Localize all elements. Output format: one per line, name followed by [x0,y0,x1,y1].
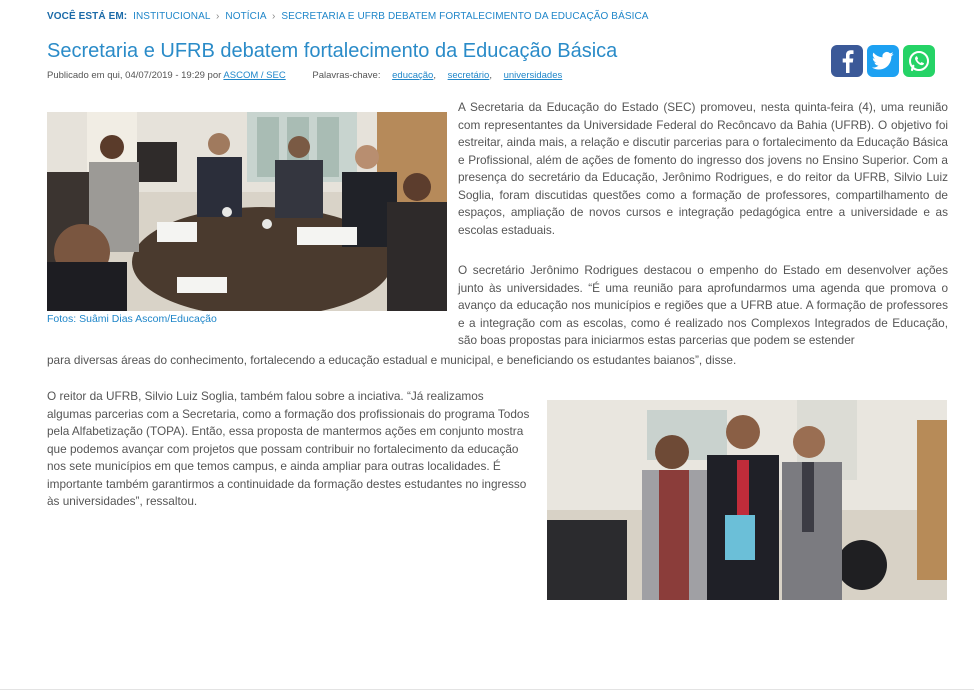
facebook-share-button[interactable] [831,45,863,77]
whatsapp-share-button[interactable] [903,45,935,77]
article-paragraph: O reitor da UFRB, Silvio Luiz Soglia, também falou sobre a inciativa. “Já realizamos algumas parcerias com a Secretaria, como a formação dos profissionais do programa Todos pela Alfabetização (TOPA). Então, essa proposta de mantermos ações em conjunto mostra que podemos avançar com projetos que possam contribuir no fortalecimento da educação nos sete municípios em que temos campus, e ainda ampliar para outras localidades. É importante também garantirmos a continuidade da formação destes estudantes no ingresso às universidades”, ressaltou. [47,389,530,508]
group-photo [547,400,947,600]
photo-caption: Fotos: Suâmi Dias Ascom/Educação [47,313,217,325]
breadcrumb-separator: › [216,11,220,22]
breadcrumb-separator: › [271,11,276,22]
author-link[interactable]: ASCOM / SEC [223,70,286,81]
published-info: Publicado em qui, 04/07/2019 - 19:29 por [47,70,222,81]
article-paragraph: A Secretaria da Educação do Estado (SEC) promoveu, nesta quinta-feira (4), uma reunião com representantes da Universidade Federal do Recôncavo da Bahia (UFRB). O objetivo foi estreitar, ainda mais, a relação e discutir parcerias para o fortalecimento da Educação Básica e Profissional, além de ações de fomento do ingresso dos jovens no Ensino Superior. Com a presença do secretário da Educação, Jerônimo Rodrigues, e do reitor da UFRB, Silvio Luiz Soglia, foram discutidas questões como a formação de professores, compartilhamento de espaços, ampliação de novos cursos e integração pedagógica entre a universidade e as escolas estaduais. [458,100,948,237]
keyword-link[interactable]: secretário [447,70,490,81]
facebook-icon [837,49,857,73]
whatsapp-icon [907,49,931,73]
meeting-photo [47,112,447,311]
breadcrumb-link-noticia[interactable]: NOTÍCIA [225,11,267,22]
article-paragraph-continuation: para diversas áreas do conhecimento, fortalecendo a educação estadual e municipal, e beneficiando os estudantes baianos”, disse. [47,353,737,367]
twitter-share-button[interactable] [867,45,899,77]
page-title: Secretaria e UFRB debatem fortalecimento da Educação Básica [47,40,618,62]
keyword-link[interactable]: educação [392,70,434,81]
keyword-link[interactable]: universidades [503,70,563,81]
footer-divider [0,689,974,690]
breadcrumb-lead: VOCÊ ESTÁ EM: [47,11,128,22]
keywords-label: Palavras-chave: [312,70,381,81]
breadcrumb [47,11,649,22]
breadcrumb-current: SECRETARIA E UFRB DEBATEM FORTALECIMENTO DA EDUCAÇÃO BÁSICA [281,11,649,22]
twitter-icon [872,51,894,71]
breadcrumb-link-institucional[interactable]: INSTITUCIONAL [133,11,211,22]
article-paragraph: O secretário Jerônimo Rodrigues destacou o empenho do Estado em desenvolver ações junto às universidades. “É uma reunião para aprofundarmos uma agenda que promova o avanço da educação nos municípios e regiões que a UFRB atue. A formação de professores e a integração com as escolas, como é realizado nos Complexos Integrados de Educação, são boas propostas para iniciarmos estas parcerias que podem se estender [458,263,948,347]
share-buttons [831,45,935,77]
article-meta: Publicado em qui, 04/07/2019 - 19:29 por ASCOM / SEC Palavras-chave: educação, secretário, universidades [47,70,563,81]
